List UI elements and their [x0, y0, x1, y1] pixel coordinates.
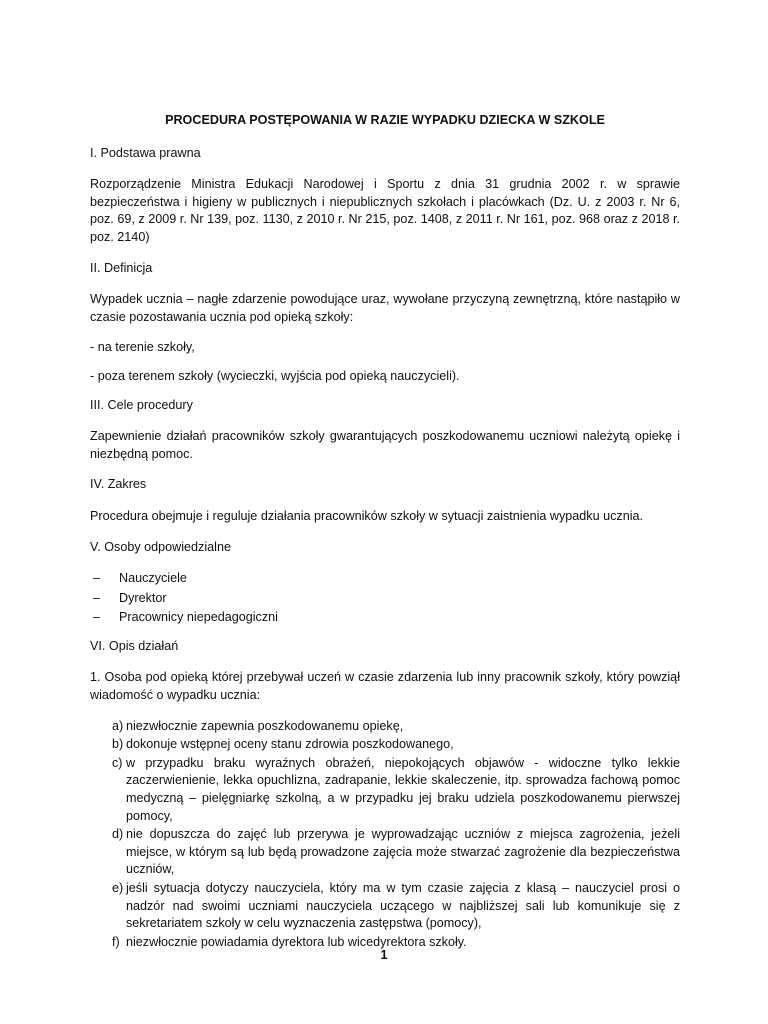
document-title: PROCEDURA POSTĘPOWANIA W RAZIE WYPADKU DZIECKA W SZKOLE	[165, 113, 605, 127]
list-item-text: jeśli sytuacja dotyczy nauczyciela, który ma w tym czasie zajęcia z klasą – nauczyciel prosi o nadzór nad swoimi uczniami nauczyciela uczącego w najbliższej sali lub komunikuje się z sekretariatem szkoły w celu wyznaczenia zastępstwa (pomocy),	[126, 881, 680, 931]
list-item	[90, 590, 680, 608]
list-marker: e)	[112, 881, 124, 895]
list-item	[90, 826, 680, 879]
legal-basis-text: Rozporządzenie Ministra Edukacji Narodowej i Sportu z dnia 31 grudnia 2002 r. w sprawie bezpieczeństwa i higieny w publicznych i niepublicznych szkołach i placówkach (Dz. U. z 2003 r. Nr 6, poz. 69, z 2009 r. Nr 139, poz. 1130, z 2010 r. Nr 215, poz. 1408, z 2011 r. Nr 161, poz. 968 oraz z 2018 r. poz. 2140)	[90, 177, 680, 244]
section-heading-actions: VI. Opis działań	[90, 638, 179, 653]
list-item-text: niezwłocznie zapewnia poszkodowanemu opiekę,	[126, 718, 404, 733]
list-marker: f)	[112, 934, 120, 949]
list-item-text: Nauczyciele	[119, 571, 187, 586]
scope-text: Procedura obejmuje i reguluje działania pracowników szkoły w sytuacji zaistnienia wypadku ucznia.	[90, 508, 644, 523]
dash-marker: –	[93, 610, 101, 625]
list-item-text: dokonuje wstępnej oceny stanu zdrowia poszkodowanego,	[126, 737, 454, 752]
list-item	[90, 718, 680, 736]
definition-text: Wypadek ucznia – nagłe zdarzenie powodujące uraz, wywołane przyczyną zewnętrzną, które nastąpiło w czasie pozostawania ucznia pod opieką szkoły:	[90, 292, 680, 324]
section-heading-responsible-persons: V. Osoby odpowiedzialne	[90, 539, 231, 554]
definition-line-outside-school: - poza terenem szkoły (wycieczki, wyjścia pod opieką nauczycieli).	[90, 368, 460, 383]
list-marker: d)	[112, 827, 124, 842]
list-item-text: niezwłocznie powiadamia dyrektora lub wicedyrektora szkoły.	[126, 934, 467, 949]
list-item	[90, 609, 680, 627]
section-heading-goals: III. Cele procedury	[90, 397, 193, 412]
list-item-text: Pracownicy niepedagogiczni	[119, 610, 278, 625]
definition-line-school-grounds: - na terenie szkoły,	[90, 340, 195, 355]
list-marker: c)	[112, 755, 123, 770]
actions-list	[90, 718, 680, 952]
list-item	[90, 880, 680, 933]
list-item	[90, 755, 680, 825]
list-item-text: w przypadku braku wyraźnych obrażeń, niepokojących objawów - widoczne tylko lekkie zaczerwienienie, lekka opuchlizna, zadrapanie, lekkie skaleczenie, itp. sprowadza fachową pomoc medyczną – pielęgniarkę szkolną, a w przypadku jej braku udziela poszkodowanemu pierwszej pomocy,	[126, 755, 680, 823]
list-item	[90, 570, 680, 588]
page-number: 1	[380, 948, 388, 962]
document-page	[90, 112, 680, 952]
list-item	[90, 736, 680, 754]
list-marker: a)	[112, 718, 124, 733]
section-heading-scope: IV. Zakres	[90, 477, 147, 492]
section-heading-definition: II. Definicja	[90, 260, 153, 275]
actions-intro-text: 1. Osoba pod opieką której przebywał uczeń w czasie zdarzenia lub inny pracownik szkoły, który powziął wiadomość o wypadku ucznia:	[90, 670, 680, 703]
list-marker: b)	[112, 737, 124, 752]
dash-marker: –	[93, 571, 101, 586]
responsible-persons-list	[90, 570, 680, 627]
list-item-text: Dyrektor	[119, 590, 167, 605]
dash-marker: –	[93, 590, 101, 605]
list-item-text: nie dopuszcza do zajęć lub przerywa je wyprowadzając uczniów z miejsca zagrożenia, jeżeli miejsce, w którym są lub będą prowadzone zajęcia może stwarzać zagrożenie dla bezpieczeństwa uczniów,	[126, 827, 680, 877]
section-heading-legal-basis: I. Podstawa prawna	[90, 145, 201, 160]
goals-text: Zapewnienie działań pracowników szkoły gwarantujących poszkodowanemu uczniowi należytą opiekę i niezbędną pomoc.	[90, 429, 680, 461]
